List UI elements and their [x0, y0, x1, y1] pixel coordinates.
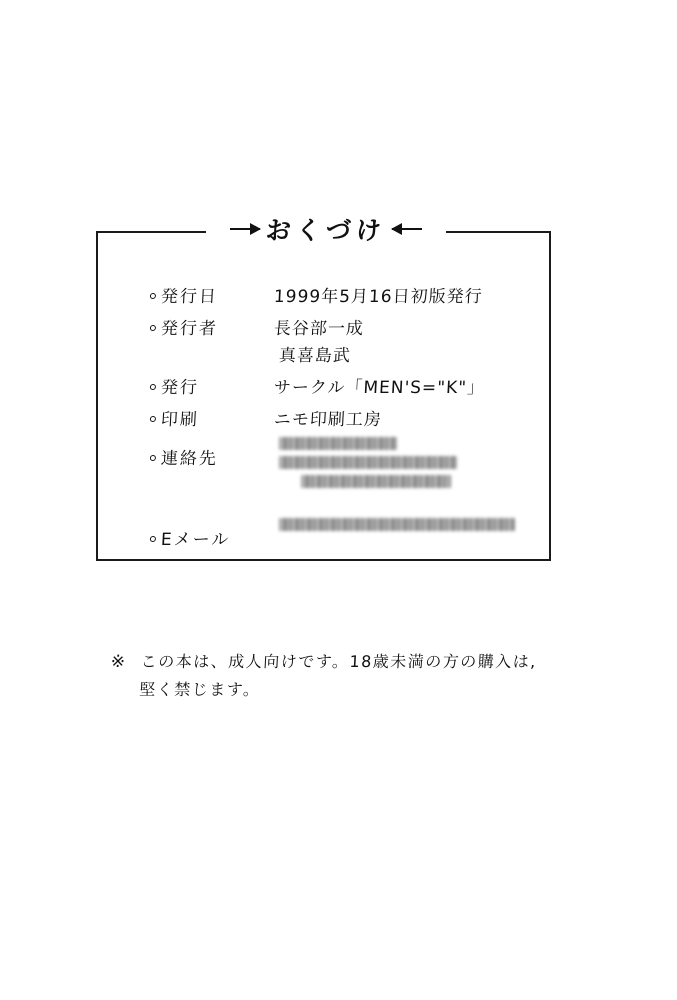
bullet-icon	[150, 536, 156, 542]
bullet-icon	[150, 293, 156, 299]
bullet-icon	[150, 325, 156, 331]
field-label: 連絡先	[149, 444, 274, 469]
field-label: 発行日	[149, 282, 274, 307]
field-label: Eメール	[149, 525, 274, 550]
field-label: 発行	[149, 373, 274, 398]
colophon-field-list	[150, 282, 550, 557]
colophon-row-publish-date	[150, 282, 550, 307]
colophon-title-group	[206, 205, 446, 253]
field-value: 長谷部一成	[273, 319, 365, 339]
redacted-contact-block	[279, 437, 457, 494]
age-restriction-notice	[109, 648, 582, 704]
notice-mark-icon: ※	[110, 652, 128, 672]
redacted-line	[279, 518, 515, 531]
colophon-row-printer	[150, 405, 550, 430]
bullet-icon	[150, 384, 156, 390]
notice-line-1: この本は、成人向けです。18歳未満の方の購入は,	[140, 652, 538, 671]
arrow-right-icon	[230, 222, 260, 236]
field-label: 印刷	[149, 405, 274, 430]
bullet-icon	[150, 455, 156, 461]
arrow-left-icon	[392, 222, 422, 236]
notice-line-2: 堅く禁じます。	[138, 680, 262, 699]
bullet-icon	[150, 416, 156, 422]
colophon-row-publisher-person-second: 真喜島武	[278, 346, 352, 366]
redacted-line	[301, 475, 451, 488]
colophon-title: おくづけ	[264, 216, 387, 245]
field-value: 1999年5月16日初版発行	[273, 287, 484, 307]
redacted-email-block	[279, 518, 515, 537]
field-value: サークル「MEN'S="K"」	[273, 378, 486, 398]
field-label: 発行者	[149, 314, 274, 339]
redacted-line	[279, 456, 457, 469]
field-value: ニモ印刷工房	[273, 410, 383, 430]
colophon-row-publisher-person	[150, 314, 550, 339]
redacted-line	[279, 437, 397, 450]
colophon-row-circle	[150, 373, 550, 398]
